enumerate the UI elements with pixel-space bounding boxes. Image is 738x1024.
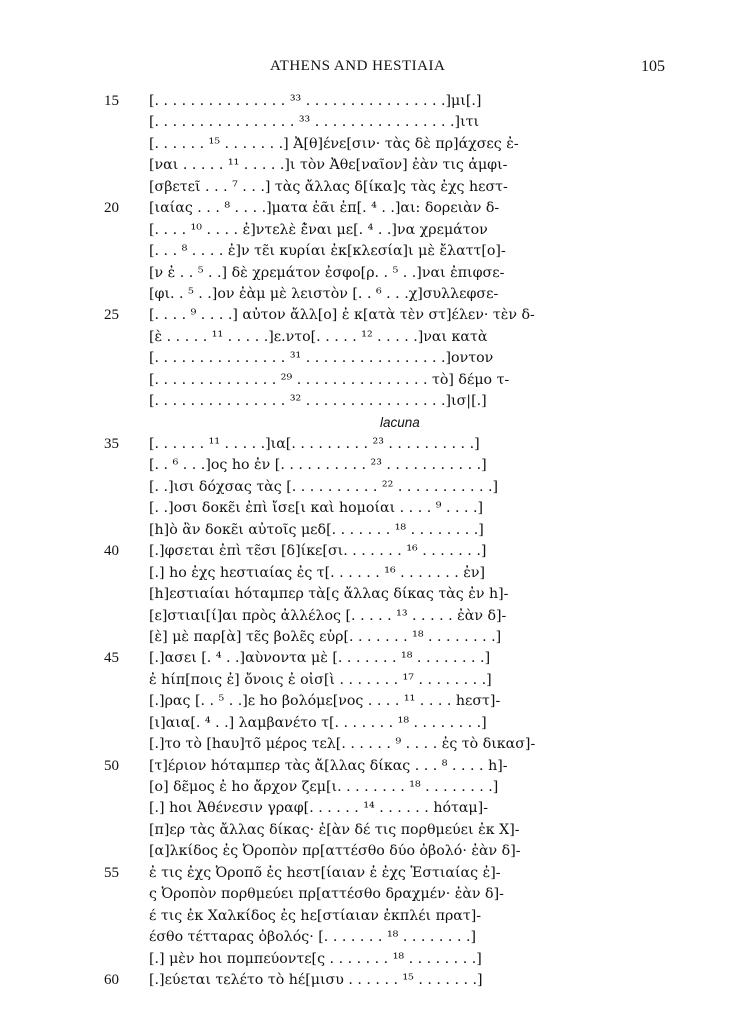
line-text: [. . . ⁸ . . . . ἐ]ν τε̃ι κυρίαι ἐκ[κλεσία]ι μὲ ἔλαττ[ο]-	[149, 243, 506, 260]
text-line	[0, 865, 738, 886]
line-text: [h]εστιαίαι hόταμπερ τὰ[ς ἄλλας δίκας τὰς ἐν h]-	[149, 586, 509, 603]
line-text: [. . . . . . . . . . . . . . . ³³ . . . . . . . . . . . . . . . .]μι[.]	[149, 93, 482, 109]
line-text: [. . . . . . . . . . . . . . ²⁹ . . . . . . . . . . . . . . . τὸ] δέμο τ-	[149, 371, 510, 388]
line-text: [. . . . ¹⁰ . . . . ἐ]ντελὲ ἐ̃ναι με[. ⁴ . .]να χρεμάτον	[149, 221, 488, 238]
line-text: [. . . . . . ¹¹ . . . . .]ια[. . . . . . . . . ²³ . . . . . . . . . .]	[149, 436, 480, 452]
text-line	[0, 672, 738, 693]
line-text: [τ]έριον hόταμπερ τὰς ἄ[λλας δίκας . . . ⁸ . . . . h]-	[149, 757, 508, 774]
text-line	[0, 393, 738, 414]
line-text: [. .]ισι δόχσας τὰς [. . . . . . . . . . ²² . . . . . . . . . . .]	[149, 478, 499, 495]
line-text: [.] ho ἐχς hεστιαίας ἐς τ[. . . . . . ¹⁶ . . . . . . . ἐν]	[149, 564, 486, 581]
line-text: [.]ασει [. ⁴ . .]αὺνοντα μὲ [. . . . . . . ¹⁸ . . . . . . . .]	[149, 650, 491, 667]
line-text: ἐ hίπ[ποις ἐ] ὄνοις ἐ οἰσ[ὶ . . . . . . . ¹⁷ . . . . . . . .]	[149, 671, 492, 688]
line-text: [. . . . . . . . . . . . . . . ³² . . . . . . . . . . . . . . . .]ισ|[.]	[149, 393, 487, 410]
text-line	[0, 843, 738, 864]
line-text: [ὲ . . . . . ¹¹ . . . . .]ε.ντο[. . . . . ¹² . . . . .]ναι κατὰ	[149, 328, 488, 345]
line-number: 15	[104, 93, 119, 109]
line-number: 50	[104, 757, 119, 774]
text-line	[0, 307, 738, 328]
text-line	[0, 543, 738, 564]
text-line	[0, 93, 738, 114]
line-text: [. . . . . . ¹⁵ . . . . . . .] Ἀ[θ]ένε[σιν· τὰς δὲ πρ]άχσες ἐ-	[149, 135, 519, 152]
text-line	[0, 565, 738, 586]
text-line	[0, 586, 738, 607]
text-line	[0, 222, 738, 243]
line-number: 20	[104, 200, 119, 217]
line-text: [h]ὸ ἂν δοκε̃ι αὐτοῖς μεδ[. . . . . . . ¹⁸ . . . . . . . .]	[149, 521, 484, 538]
text-line	[0, 200, 738, 221]
line-number: 40	[104, 543, 119, 560]
text-line	[0, 500, 738, 521]
line-text: [.]εύεται τελέτο τὸ hέ[μισυ . . . . . . ¹⁵ . . . . . . .]	[149, 971, 483, 988]
text-line	[0, 715, 738, 736]
line-text: [α]λκίδος ἐς Ὀροπὸν πρ[αττέσθο δύο ὀβολό· ἐὰν δ]-	[149, 843, 521, 860]
line-text: [ι]αια[. ⁴ . .] λαμβανέτο τ[. . . . . . . ¹⁸ . . . . . . . .]	[149, 714, 487, 731]
lacuna-note	[0, 415, 738, 436]
text-line	[0, 372, 738, 393]
text-line	[0, 286, 738, 307]
text-line	[0, 736, 738, 757]
page-header	[0, 58, 738, 80]
line-text: [.]ρας [. . ⁵ . .]ε ho βολόμε[νος . . . . ¹¹ . . . . hεστ]-	[149, 693, 501, 710]
text-line	[0, 436, 738, 457]
line-text: [.]φσεται ἐπὶ τε̃σι [δ]ίκε[σι. . . . . . . ¹⁶ . . . . . . .]	[149, 543, 487, 560]
text-line	[0, 822, 738, 843]
text-line	[0, 608, 738, 629]
line-text: έσθο τέτταρας ὀβολός· [. . . . . . . ¹⁸ . . . . . . . .]	[149, 929, 477, 946]
text-line	[0, 972, 738, 993]
line-number: 25	[104, 307, 119, 324]
line-text: [ιαίας . . . ⁸ . . . .]ματα ἐᾶι ἐπ[. ⁴ . .]αι: δορειὰν δ-	[149, 200, 500, 217]
page-number: 105	[641, 58, 665, 75]
line-number: 35	[104, 436, 119, 452]
line-text: [.] hοι Ἀθένεσιν γραφ[. . . . . . ¹⁴ . . . . . . hόταμ]-	[149, 800, 488, 817]
text-line	[0, 951, 738, 972]
line-number: 55	[104, 864, 119, 881]
text-line	[0, 758, 738, 779]
text-line	[0, 693, 738, 714]
line-text: [π]ερ τὰς ἄλλας δίκας· ἐ[ὰν δέ τις πορθμεύει ἐκ Χ]-	[149, 821, 520, 838]
line-text: [. . . . . . . . . . . . . . . . ³³ . . . . . . . . . . . . . . . .]ιτι	[149, 114, 480, 131]
text-line	[0, 350, 738, 371]
line-text: lacuna	[380, 414, 420, 430]
text-line	[0, 265, 738, 286]
line-text: [. .]οσι δοκε̃ι ἐπὶ ἴσε[ι καὶ hομοίαι . . . . ⁹ . . . .]	[149, 500, 484, 517]
running-title: ATHENS AND HESTIAIA	[270, 58, 446, 74]
text-line	[0, 179, 738, 200]
inscription-text	[0, 93, 738, 993]
text-line	[0, 479, 738, 500]
text-line	[0, 779, 738, 800]
line-text: [ε]στιαι[ί]αι πρὸς ἀλλέλος [. . . . . ¹³ . . . . . ἐὰν δ]-	[149, 607, 507, 624]
text-line	[0, 457, 738, 478]
line-text: [.]το τὸ [hαυ]το̃ μέρος τελ[. . . . . . ⁹ . . . . ἐς τὸ δικασ]-	[149, 736, 536, 753]
text-line	[0, 157, 738, 178]
line-number: 60	[104, 971, 119, 988]
line-text: [. . ⁶ . . .]ος ho ἐν [. . . . . . . . . . ²³ . . . . . . . . . . .]	[149, 457, 487, 474]
line-text: [. . . . ⁹ . . . .] αὐτον ἄλλ[ο] ἐ κ[ατὰ τὲν στ]έλεν· τὲν δ-	[149, 307, 535, 324]
line-text: [ναι . . . . . ¹¹ . . . . .]ι τὸν Ἀθε[ναῖον] ἐὰν τις ἀμφι-	[149, 157, 508, 174]
line-text: [.] μὲν hοι πομπεύοντε[ς . . . . . . . ¹⁸ . . . . . . . .]	[149, 950, 482, 967]
line-text: έ τις ἐκ Χαλκίδος ἐς hε[στίαιαν ἐκπλέι πρατ]-	[149, 907, 482, 924]
text-line	[0, 629, 738, 650]
text-line	[0, 329, 738, 350]
text-line	[0, 522, 738, 543]
line-text: ς Ὀροπὸν πορθμεύει πρ[αττέσθο δραχμέν· ἐὰν δ]-	[149, 886, 504, 903]
text-line	[0, 136, 738, 157]
line-text: [φι. . ⁵ . .]ον ἐὰμ μὲ λειστὸν [. . ⁶ . . .χ]συλλεφσε-	[149, 285, 499, 302]
line-text: [σβετεῖ . . . ⁷ . . .] τὰς ἄλλας δ[ίκα]ς τὰς ἐχς hεστ-	[149, 178, 508, 195]
text-line	[0, 929, 738, 950]
line-text: ἐ τις ἐχς Ὀροπο̃ ἐς hεστ[ίαιαν ἐ ἐχς Ἑστιαίας ἐ]-	[149, 864, 501, 881]
line-number: 45	[104, 650, 119, 667]
line-text: [ὲ] μὲ παρ[ὰ] τε̃ς βολε̃ς εὑρ[. . . . . . . ¹⁸ . . . . . . . .]	[149, 628, 502, 645]
text-line	[0, 243, 738, 264]
text-line	[0, 908, 738, 929]
text-line	[0, 650, 738, 671]
line-text: [ο] δε̃μος ἐ ho ἄρχον ζεμ[ι. . . . . . . . ¹⁸ . . . . . . . .]	[149, 779, 499, 795]
text-line	[0, 886, 738, 907]
text-line	[0, 800, 738, 821]
text-line	[0, 114, 738, 135]
line-text: [. . . . . . . . . . . . . . . ³¹ . . . . . . . . . . . . . . . .]οντον	[149, 350, 494, 367]
line-text: [ν ἐ . . ⁵ . .] δὲ χρεμάτον ἐσφο[ρ. . ⁵ . .]ναι ἐπιφσε-	[149, 264, 505, 281]
